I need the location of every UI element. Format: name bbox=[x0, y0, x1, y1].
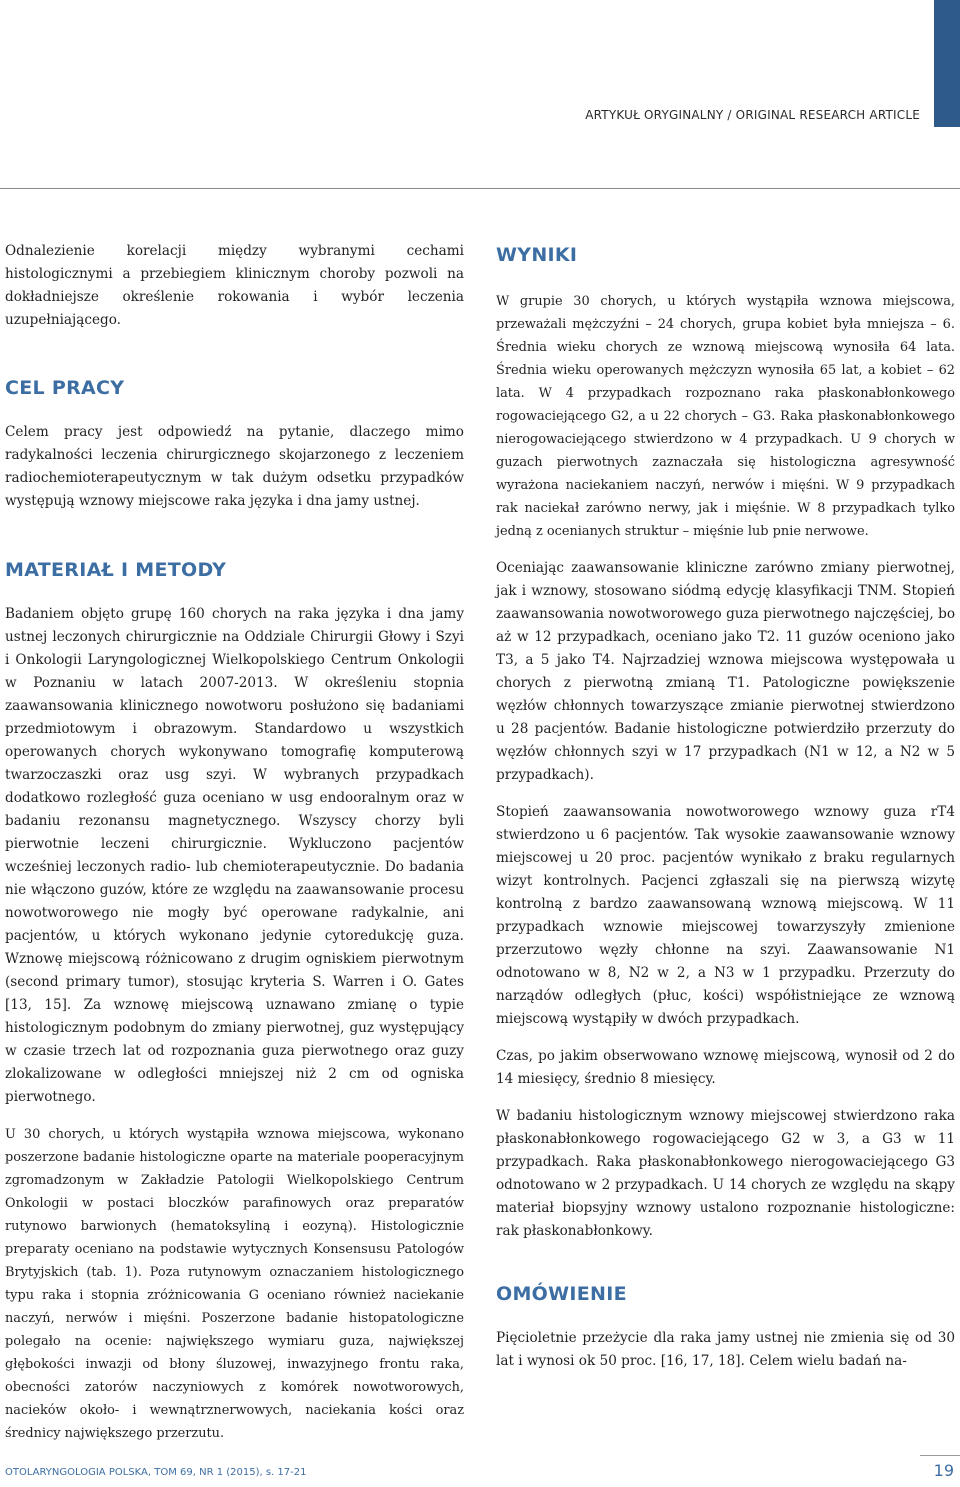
section-heading-omowienie: OMÓWIENIE bbox=[496, 1283, 627, 1305]
section-heading-cel-pracy: CEL PRACY bbox=[5, 377, 125, 399]
cel-paragraph: Celem pracy jest odpowiedź na pytanie, dlaczego mimo radykalności leczenia chirurgicznego skojarzonego z leczeniem radiochemioterapeutycznym w tak dużym odsetku przypadków występują wznowy miejscowe raka języka i dna jamy ustnej. bbox=[5, 424, 464, 509]
metody-paragraph-1: Badaniem objęto grupę 160 chorych na raka języka i dna jamy ustnej leczonych chirurgicznie na Oddziale Chirurgii Głowy i Szyi i Onkologii Laryngologicznej Wielkopolskiego Centrum Onkologii w Poznaniu w latach 2007-2013. W określeniu stopnia zaawansowania klinicznego nowotworu posłużono się badaniami przedmiotowym i obrazowym. Standardowo u wszystkich operowanych chorych wykonywano tomografię komputerową twarzoczaszki oraz usg szyi. W wybranych przypadkach dodatkowo rozległość guza oceniano w usg endooralnym oraz w badaniu rezonansu magnetycznego. Wszyscy chorzy byli pierwotnie leczeni chirurgicznie. Wykluczono pacjentów wcześniej leczonych radio- lub chemioterapeutycznie. Do badania nie włączono guzów, które ze względu na zaawansowanie procesu nowotworowego nie mogły być operowane radykalnie, ani pacjentów, u których wykonano jedynie cytoredukcję guza. Wznowę miejscową różnicowano z drugim ogniskiem pierwotnym (second primary tumor), stosując kryteria S. Warren i O. Gates [13, 15]. Za wznowę miejscową uznawano zmianę o typie histologicznym podobnym do zmiany pierwotnej, guz występujący w czasie trzech lat od rozpoznania guza pierwotnego oraz guzy zlokalizowane w odległości mniejszej niż 2 cm od ogniska pierwotnego. bbox=[5, 606, 464, 1105]
right-column bbox=[496, 240, 955, 1373]
left-column bbox=[5, 240, 464, 1445]
metody-paragraph-2: U 30 chorych, u których wystąpiła wznowa miejscowa, wykonano poszerzone badanie histologiczne oparte na materiale pooperacyjnym zgromadzonym w Zakładzie Patologii Wielkopolskiego Centrum Onkologii w postaci bloczków parafinowych oraz preparatów rutynowo barwionych (hematoksyliną i eozyną). Histologicznie preparaty oceniano na podstawie wytycznych Konsensusu Patologów Brytyjskich (tab. 1). Poza rutynowym oznaczaniem histologicznego typu raka i stopnia zróżnicowania G oceniano również naciekanie naczyń, nerwów i mięśni. Poszerzone badanie histopatologiczne polegało na ocenie: największego wymiaru guza, największej głębokości inwazji od błony śluzowej, inwazyjnego frontu raka, obecności zatorów naczyniowych z komórek nowotworowych, nacieków około- i wewnątrznerwowych, naciekania kości oraz średnicy największego przerzutu. bbox=[5, 1127, 464, 1441]
wyniki-paragraph-2: Oceniając zaawansowanie kliniczne zarówno zmiany pierwotnej, jak i wznowy, stosowano siódmą edycję klasyfikacji TNM. Stopień zaawansowania nowotworowego guza pierwotnego najczęściej, bo aż w 12 przypadkach, oceniano jako T2. 11 guzów oceniono jako T3, a 5 jako T4. Najrzadziej wznowa miejscowa występowała u chorych z pierwotną zmianą T1. Patologiczne powiększenie węzłów chłonnych towarzyszące zmianie pierwotnej stwierdzono u 28 pacjentów. Badanie histologiczne potwierdziło przerzuty do węzłów chłonnych szyi w 17 przypadkach (N1 w 12, a N2 w 5 przypadkach). bbox=[496, 560, 955, 783]
page-number: 19 bbox=[933, 1461, 954, 1480]
wyniki-paragraph-3: Stopień zaawansowania nowotworowego wznowy guza rT4 stwierdzono u 6 pacjentów. Tak wysokie zaawansowanie wznowy miejscowej u 20 proc. pacjentów wynikało z braku regularnych wizyt kontrolnych. Pacjenci zgłaszali się na pierwszą wizytę kontrolną z bardzo zaawansowaną wznową miejscową. W 11 przypadkach wznowie miejscowej towarzyszyły zmienione przerzutowo węzły chłonne na szyi. Zaawansowanie N1 odnotowano w 8, N2 w 2, a N3 w 1 przypadku. Przerzuty do narządów odległych (płuc, kości) współistniejące ze wznową miejscową wystąpiły w dwóch przypadkach. bbox=[496, 804, 955, 1027]
running-header: ARTYKUŁ ORYGINALNY / ORIGINAL RESEARCH ARTICLE bbox=[585, 108, 920, 122]
wyniki-paragraph-1: W grupie 30 chorych, u których wystąpiła wznowa miejscowa, przeważali mężczyźni – 24 chorych, grupa kobiet była mniejsza – 6. Średnia wieku chorych ze wznową miejscową wynosiła 64 lata. Średnia wieku operowanych mężczyzn wynosiła 65 lat, a kobiet – 62 lata. W 4 przypadkach rozpoznano raka płaskonabłonkowego rogowaciejącego G2, a u 22 chorych – G3. Raka płaskonabłonkowego nierogowaciejącego stwierdzono w 4 przypadkach. U 9 chorych w guzach pierwotnych zaznaczała się histologiczna agresywność wyrażona naciekaniem naczyń, nerwów i mięśni. W 9 przypadkach rak naciekał zarówno nerwy, jak i mięśnie. W 8 przypadkach tylko jedną z ocenianych struktur – mięśnie lub pnie nerwowe. bbox=[496, 294, 955, 539]
section-heading-material-metody: MATERIAŁ I METODY bbox=[5, 559, 227, 581]
side-color-tab bbox=[934, 0, 960, 127]
footer-divider bbox=[920, 1455, 960, 1456]
omowienie-paragraph: Pięcioletnie przeżycie dla raka jamy ustnej nie zmienia się od 30 lat i wynosi ok 50 proc. [16, 17, 18]. Celem wielu badań na- bbox=[496, 1330, 955, 1369]
section-heading-wyniki: WYNIKI bbox=[496, 244, 578, 266]
footer-citation: OTOLARYNGOLOGIA POLSKA, TOM 69, NR 1 (2015), s. 17-21 bbox=[5, 1467, 307, 1478]
header-divider bbox=[0, 188, 960, 189]
wyniki-paragraph-5: W badaniu histologicznym wznowy miejscowej stwierdzono raka płaskonabłonkowego rogowaciejącego G2 w 3, a G3 w 11 przypadkach. Raka płaskonabłonkowego nierogowaciejącego G3 odnotowano w 2 przypadkach. U 14 chorych ze względu na skąpy materiał biopsyjny wznowy ustalono rozpoznanie histologiczne: rak płaskonabłonkowy. bbox=[496, 1108, 955, 1239]
intro-paragraph: Odnalezienie korelacji między wybranymi cechami histologicznymi a przebiegiem klinicznym choroby pozwoli na dokładniejsze określenie rokowania i wybór leczenia uzupełniającego. bbox=[5, 243, 464, 328]
wyniki-paragraph-4: Czas, po jakim obserwowano wznowę miejscową, wynosił od 2 do 14 miesięcy, średnio 8 miesięcy. bbox=[496, 1048, 955, 1087]
